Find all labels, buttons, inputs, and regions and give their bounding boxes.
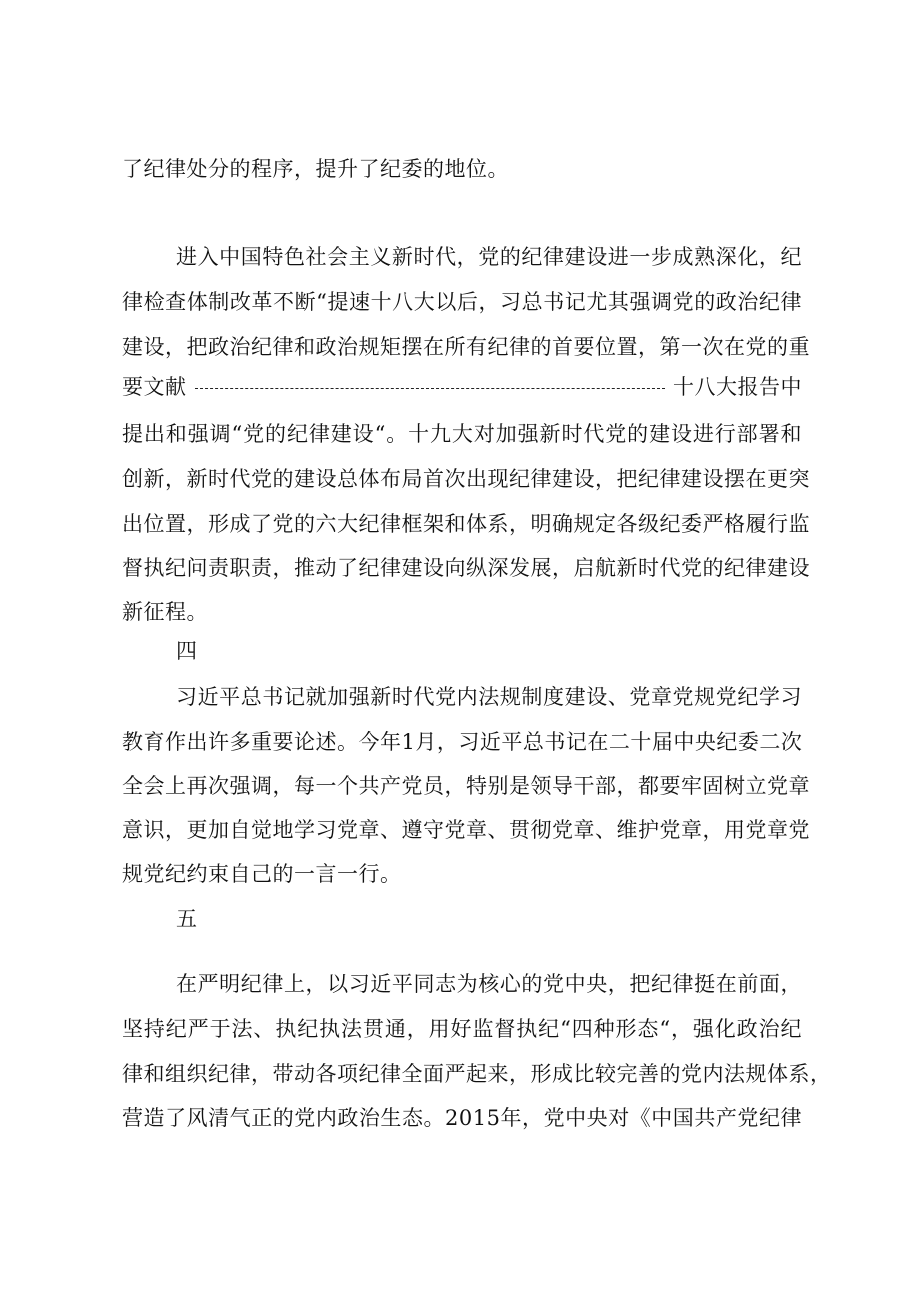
paragraph-line: 坚持纪严于法、执纪执法贯通，用好监督执纪“四种形态“，强化政治纪 xyxy=(122,1017,802,1041)
paragraph-line-start: 要文献 xyxy=(122,375,187,399)
paragraph-line: 创新，新时代党的建设总体布局首次出现纪律建设，把纪律建设摆在更突 xyxy=(122,467,810,491)
paragraph-line-end: 十八大报告中 xyxy=(673,375,802,399)
paragraph-line: 规党纪约束自己的一言一行。 xyxy=(122,862,402,886)
paragraph-line: 在严明纪律上，以习近平同志为核心的党中央，把纪律挺在前面， xyxy=(176,972,802,996)
dash-leader xyxy=(195,388,666,389)
section-heading: 四 xyxy=(176,639,198,663)
paragraph-line: 督执纪问责职责，推动了纪律建设向纵深发展，启航新时代党的纪律建设 xyxy=(122,556,810,580)
paragraph-line: 新征程。 xyxy=(122,600,208,624)
paragraph-line: 营造了风清气正的党内政治生态。2015年，党中央对《中国共产党纪律 xyxy=(122,1106,802,1130)
paragraph-line: 习近平总书记就加强新时代党内法规制度建设、党章党规党纪学习 xyxy=(176,685,802,709)
paragraph-line: 律检查体制改革不断“提速十八大以后，习总书记尤其强调党的政治纪律 xyxy=(122,290,802,314)
paragraph-line: 进入中国特色社会主义新时代，党的纪律建设进一步成熟深化，纪 xyxy=(176,245,802,269)
paragraph-line: 意识，更加自觉地学习党章、遵守党章、贯彻党章、维护党章，用党章党 xyxy=(122,818,810,842)
section-heading: 五 xyxy=(176,907,198,931)
dashed-reference-line xyxy=(122,373,802,401)
paragraph-line: 律和组织纪律，带动各项纪律全面严起来，形成比较完善的党内法规体系， xyxy=(122,1062,832,1086)
paragraph-line: 建设，把政治纪律和政治规矩摆在所有纪律的首要位置，第一次在党的重 xyxy=(122,335,810,359)
paragraph-line: 教育作出许多重要论述。今年1月，习近平总书记在二十届中央纪委二次 xyxy=(122,730,803,754)
paragraph-line: 了纪律处分的程序，提升了纪委的地位。 xyxy=(122,157,509,181)
paragraph-line: 出位置，形成了党的六大纪律框架和体系，明确规定各级纪委严格履行监 xyxy=(122,512,810,536)
paragraph-line: 提出和强调“党的纪律建设“。十九大对加强新时代党的建设进行部署和 xyxy=(122,422,802,446)
paragraph-line: 全会上再次强调，每一个共产党员，特别是领导干部，都要牢固树立党章 xyxy=(122,774,810,798)
